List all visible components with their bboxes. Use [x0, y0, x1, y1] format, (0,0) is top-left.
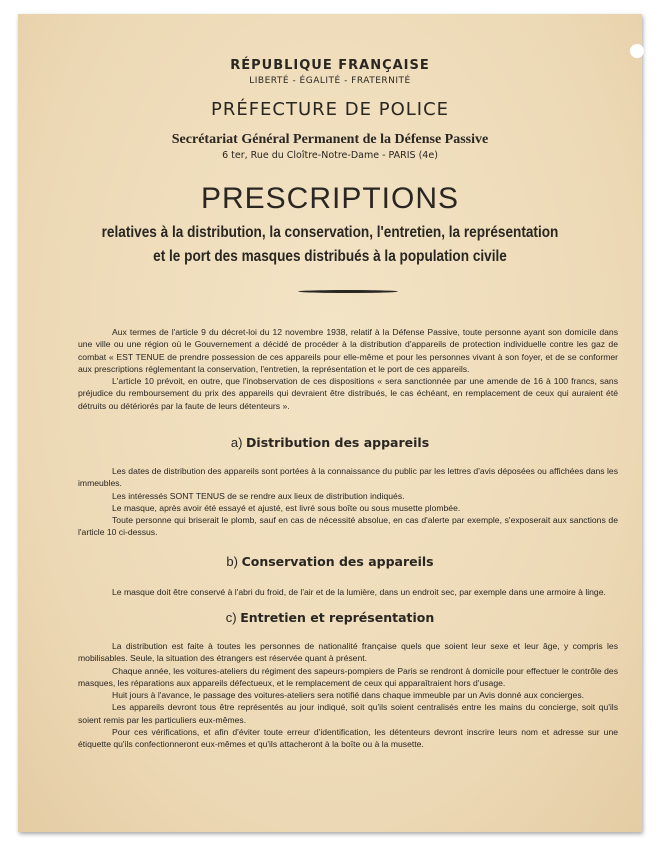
section-paragraph: Les appareils devront tous être représentés au jour indiqué, soit qu'ils soient centralisés entre les mains du concierge, soit qu'ils soient remis par les particuliers eux-mêmes.: [78, 702, 618, 725]
section-title: Conservation des appareils: [241, 554, 434, 569]
section-paragraph: Les dates de distribution des appareils sont portées à la connaissance du public par les lettres d'avis déposées ou affichées dans les immeubles.: [78, 466, 618, 489]
section-paragraph: La distribution est faite à toutes les personnes de nationalité française quels que soient leur sexe et leur âge, y compris les mobilisables. Seule, la situation des étrangers est réservée quant à présent.: [78, 641, 618, 664]
section-paragraph: Pour ces vérifications, et afin d'éviter toute erreur d'identification, les détenteurs devront inscrire leurs nom et adresse sur une étiquette qu'ils confectionneront eux-mêmes et qu'ils attacheront à la boîte ou à la musette.: [78, 727, 618, 750]
section-letter: a): [230, 435, 243, 450]
section-letter: c): [225, 610, 237, 625]
subtitle-line-1: relatives à la distribution, la conservation, l'entretien, la représentation: [101, 224, 559, 241]
section-paragraph: Le masque, après avoir été essayé et ajusté, est livré sous boîte ou sous musette plombée.: [112, 502, 461, 513]
section-title: Distribution des appareils: [246, 435, 430, 450]
section-paragraph: Huit jours à l'avance, le passage des voitures-ateliers sera notifié dans chaque immeuble par un Avis donné aux concierges.: [112, 690, 585, 701]
section-c-heading: [18, 610, 642, 625]
motto: LIBERTÉ - ÉGALITÉ - FRATERNITÉ: [249, 76, 411, 86]
secretariat-heading: Secrétariat Général Permanent de la Défense Passive: [171, 132, 489, 147]
page-title: PRESCRIPTIONS: [200, 182, 460, 215]
section-paragraph: Chaque année, les voitures-ateliers du régiment des sapeurs-pompiers de Paris se rendront à domicile pour effectuer le contrôle des masques, les réparations aux appareils défectueux, et le remplacement de ceux qui apparaîtraient hors d'usage.: [78, 665, 618, 688]
intro-text: [78, 326, 618, 412]
document-sheet: [18, 14, 642, 832]
section-a-text: [78, 465, 618, 539]
address: 6 ter, Rue du Cloître-Notre-Dame - PARIS (4e): [222, 150, 438, 161]
intro-paragraph: L'article 10 prévoit, en outre, que l'inobservation de ces dispositions « sera sanctionnée par une amende de 16 à 100 francs, sans préjudice du remboursement du prix des appareils qui devraient être distribués, le cas échéant, en remplacement de ceux qui auraient été détruits ou détériorés par la faute de leurs détenteurs ».: [78, 376, 618, 411]
section-paragraph: Les intéressés SONT TENUS de se rendre aux lieux de distribution indiqués.: [112, 490, 405, 501]
section-title: Entretien et représentation: [240, 610, 435, 625]
section-b-heading: [18, 554, 642, 569]
prefecture-heading: PRÉFECTURE DE POLICE: [210, 99, 450, 120]
section-a-heading: [18, 435, 642, 450]
section-paragraph: Toute personne qui briserait le plomb, sauf en cas de nécessité absolue, en cas d'alerte par exemple, s'exposerait aux sanctions de l'article 10 ci-dessus.: [78, 515, 618, 538]
republic-heading: RÉPUBLIQUE FRANÇAISE: [230, 58, 430, 73]
intro-paragraph: Aux termes de l'article 9 du décret-loi du 12 novembre 1938, relatif à la Défense Passive, toute personne ayant son domicile dans une ville ou une région où le Gouvernement a décidé de procéder à la distribution d'appareils de protection individuelle contre les gaz de combat « EST TENUE de prendre possession de ces appareils pour elle-même et pour les personnes vivant à son foyer, et de se conformer aux prescriptions réglementant la conservation, l'entretien, la représentation et le port de ces appareils.: [78, 327, 618, 374]
section-b-text: [78, 586, 618, 598]
section-letter: b): [226, 554, 238, 569]
subtitle-line-2: et le port des masques distribués à la population civile: [153, 248, 507, 265]
decorative-rule: [298, 290, 398, 293]
section-c-text: [78, 640, 618, 751]
section-paragraph: Le masque doit être conservé à l'abri du froid, de l'air et de la lumière, dans un endroit sec, par exemple dans une armoire à linge.: [112, 587, 606, 597]
